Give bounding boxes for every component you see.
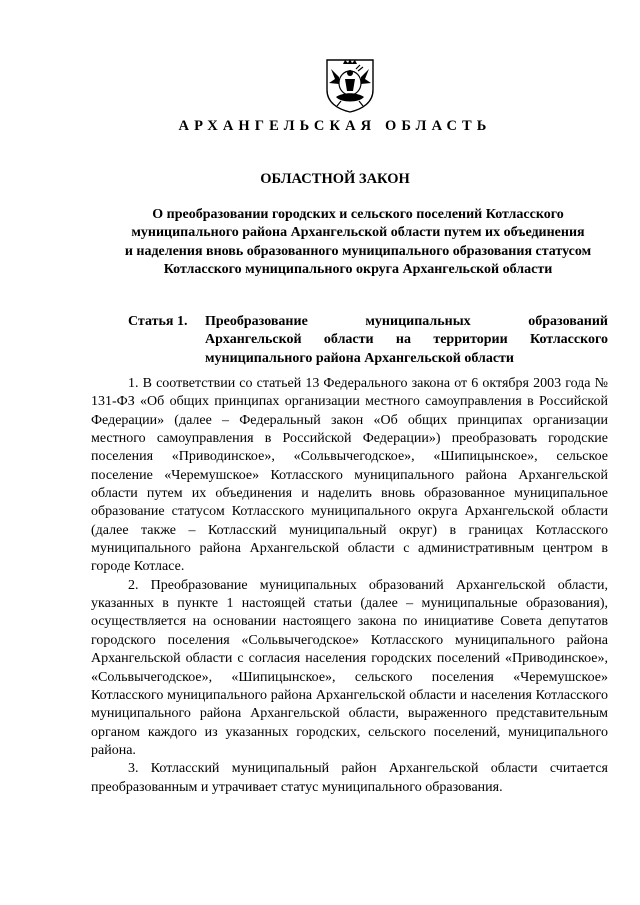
- law-title-line: О преобразовании городских и сельского поселений Котласского: [152, 207, 564, 222]
- law-title: [120, 206, 596, 279]
- article-title-line: муниципального района Архангельской области: [205, 350, 514, 366]
- paragraph-2: 2. Преобразование муниципальных образований Архангельской области, указанных в пункте 1 настоящей статьи (далее – муниципальные образования), осуществляется на основании настоящего закона по инициативе Совета депутатов городского поселения «Сольвычегодское» Котласского муниципального района Архангельской области с согласия населения городских поселений «Приводинское», «Сольвычегодское», «Шипицынское», сельского поселения «Черемушское» Котласского муниципального района Архангельской области и населения Котласского муниципального района Архангельской области, выраженного представительным органом каждого из указанных городских, сельского поселений, муниципального района.: [91, 577, 608, 758]
- paragraph-3: 3. Котласский муниципальный район Архангельской области считается преобразованным и утрачивает статус муниципального образования.: [91, 761, 608, 795]
- law-title-line: муниципального района Архангельской области путем их объединения: [131, 225, 585, 241]
- article-title-line: Преобразование муниципальных образований: [205, 314, 608, 329]
- coat-of-arms-emblem: [323, 57, 377, 113]
- law-title-line: Котласского муниципального округа Архангельской области: [163, 261, 553, 277]
- article-body: [91, 375, 608, 797]
- paragraph-1: 1. В соответствии со статьей 13 Федерального закона от 6 октября 2003 года № 131-ФЗ «Об общих принципах организации местного самоуправления в Российской Федерации» (далее – Федеральный закон «Об общих принципах организации местного самоуправления в Российской Федерации») преобразовать городские поселения «Приводинское», «Сольвычегодское», «Шипицынское», сельское поселение «Черемушское» Котласского муниципального района Архангельской области путем их объединения и наделить вновь образованное муниципальное образование статусом Котласского муниципального округа Архангельской области (далее также – Котласский муниципальный округ) в границах Котласского муниципального района Архангельской области с административным центром в городе Котласе.: [91, 376, 608, 575]
- law-type-heading: ОБЛАСТНОЙ ЗАКОН: [260, 171, 410, 187]
- law-title-line: и наделения вновь образованного муниципального образования статусом: [124, 243, 592, 259]
- article-title: [205, 313, 608, 368]
- article-number: Статья 1.: [128, 314, 188, 329]
- region-name: АРХАНГЕЛЬСКАЯ ОБЛАСТЬ: [178, 118, 492, 134]
- article-title-line: Архангельской области на территории Котласского: [205, 332, 608, 348]
